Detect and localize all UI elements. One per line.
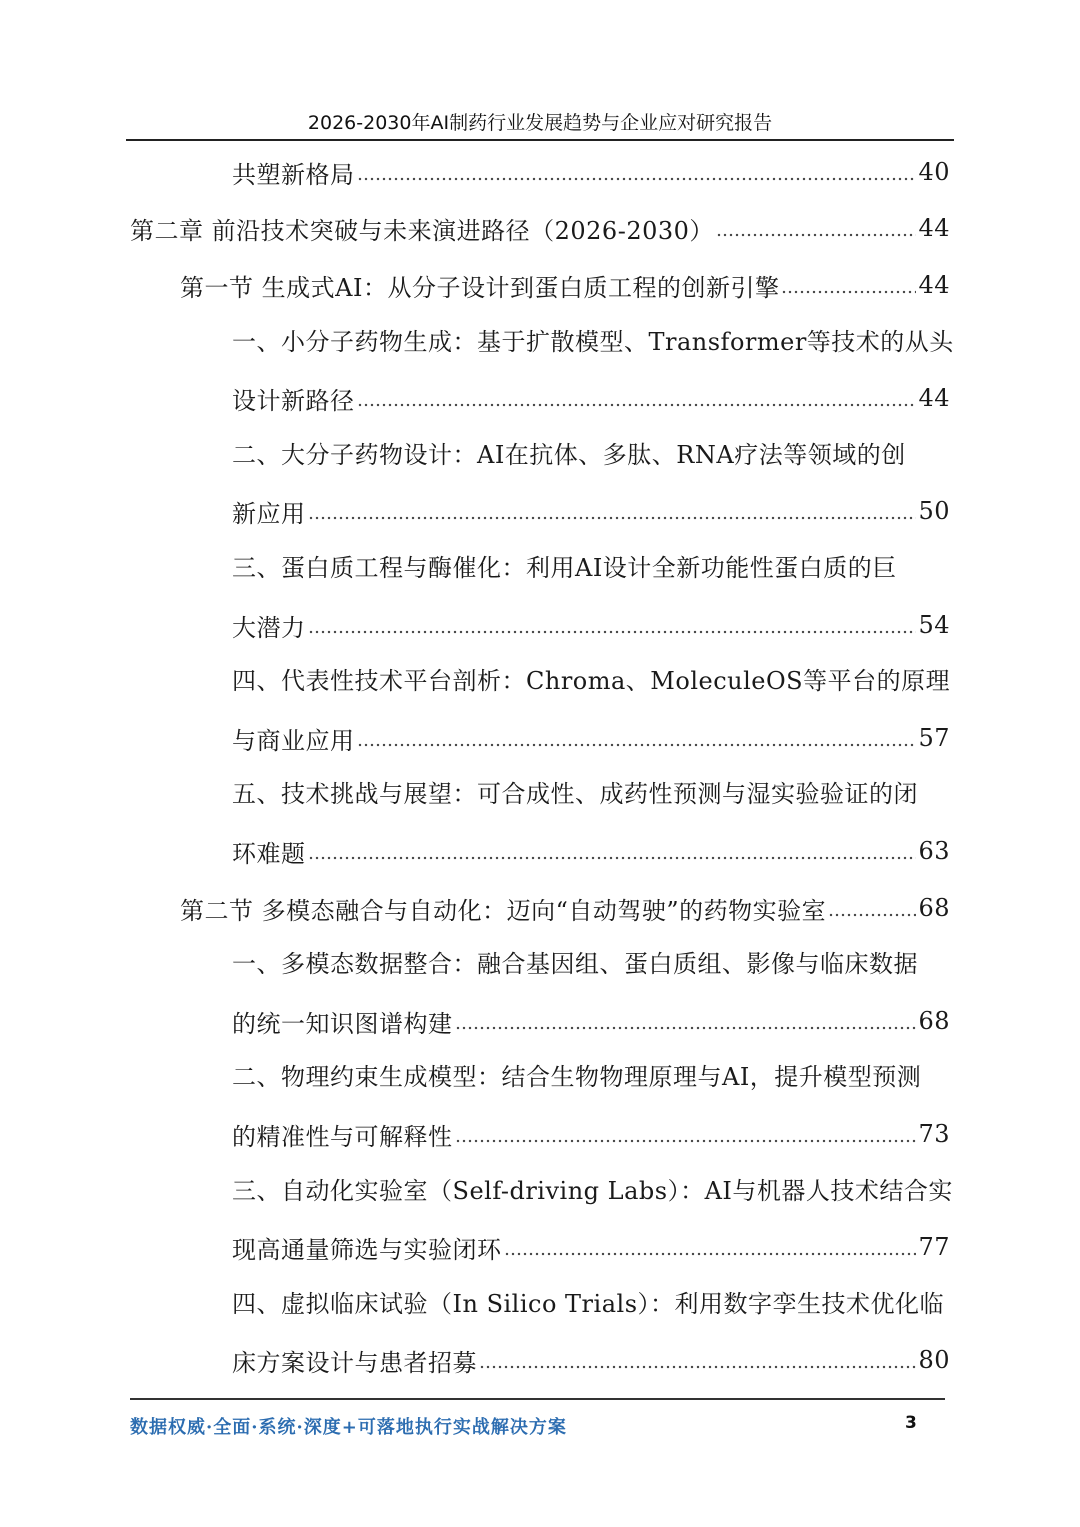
toc-leader-dots [357,173,917,185]
toc-page-number: 68 [918,894,950,922]
toc-leader-dots [455,1135,917,1147]
footer-slogan: 数据权威·全面·系统·深度+可落地执行实战解决方案 [130,1417,567,1438]
toc-page-number: 73 [918,1120,950,1148]
toc-leader-dots [308,852,917,864]
toc-entry-text: 大潜力 [232,613,306,642]
toc-entry-continuation[interactable] [232,601,950,649]
toc-leader-dots [357,399,917,411]
toc-entry-continuation[interactable] [232,714,950,762]
toc-entry-text: 的精准性与可解释性 [232,1122,453,1151]
toc-section-entry[interactable] [180,884,950,932]
toc-entry-text: 与商业应用 [232,726,355,755]
toc-leader-dots [308,512,917,524]
toc-leader-dots [308,626,917,638]
toc-entry-text: 环难题 [232,839,306,868]
toc-entry-text: 设计新路径 [232,386,355,415]
toc-entry-text: 第二章 前沿技术突破与未来演进路径（2026-2030） [130,216,714,245]
header-divider [126,139,954,141]
toc-entry-continuation[interactable] [232,1223,950,1271]
toc-entry-continuation[interactable] [232,1336,950,1384]
toc-page-number: 63 [918,837,950,865]
toc-subsection-entry[interactable]: 二、物理约束生成模型：结合生物物理原理与AI，提升模型预测 [232,1063,922,1091]
toc-leader-dots [479,1361,916,1373]
toc-page-number: 54 [918,611,950,639]
toc-entry-text: 床方案设计与患者招募 [232,1348,477,1377]
toc-subsection-entry[interactable]: 一、小分子药物生成：基于扩散模型、Transformer等技术的从头 [232,328,954,356]
toc-entry-continuation[interactable] [232,374,950,422]
toc-subsection-entry[interactable]: 四、虚拟临床试验（In Silico Trials）：利用数字孪生技术优化临 [232,1290,945,1318]
toc-page-number: 77 [918,1233,950,1261]
toc-entry-text: 第一节 生成式AI：从分子设计到蛋白质工程的创新引擎 [180,273,780,302]
page-number: 3 [905,1413,917,1433]
toc-subsection-entry[interactable]: 五、技术挑战与展望：可合成性、成药性预测与湿实验验证的闭 [232,780,918,808]
footer-divider [130,1398,945,1400]
toc-entry-text: 现高通量筛选与实验闭环 [232,1235,502,1264]
toc-leader-dots [504,1248,917,1260]
toc-subsection-entry[interactable]: 三、蛋白质工程与酶催化：利用AI设计全新功能性蛋白质的巨 [232,554,897,582]
toc-subsection-entry[interactable]: 四、代表性技术平台剖析：Chroma、MoleculeOS等平台的原理 [232,667,951,695]
toc-page-number: 44 [918,384,950,412]
toc-leader-dots [781,286,916,298]
toc-entry-continuation[interactable] [232,827,950,875]
toc-leader-dots [716,229,917,241]
toc-leader-dots [455,1022,917,1034]
toc-entry-continuation[interactable] [232,487,950,535]
toc-subsection-entry[interactable]: 三、自动化实验室（Self-driving Labs）：AI与机器人技术结合实 [232,1177,953,1205]
toc-page-number: 40 [918,158,950,186]
toc-leader-dots [357,739,917,751]
toc-section-entry[interactable] [180,261,950,309]
toc-entry-text: 新应用 [232,499,306,528]
toc-chapter-entry[interactable] [130,204,950,252]
report-title: 2026-2030年AI制药行业发展趋势与企业应对研究报告 [307,112,773,134]
toc-page-number: 50 [918,497,950,525]
toc-page-number: 44 [918,271,950,299]
toc-entry-text: 的统一知识图谱构建 [232,1009,453,1038]
toc-leader-dots [828,909,916,921]
toc-subsection-entry[interactable]: 二、大分子药物设计：AI在抗体、多肽、RNA疗法等领域的创 [232,441,906,469]
toc-entry[interactable] [232,148,950,196]
toc-page-number: 68 [918,1007,950,1035]
toc-page-number: 44 [918,214,950,242]
toc-page-number: 80 [918,1346,950,1374]
toc-subsection-entry[interactable]: 一、多模态数据整合：融合基因组、蛋白质组、影像与临床数据 [232,950,918,978]
toc-page-number: 57 [918,724,950,752]
toc-entry-continuation[interactable] [232,1110,950,1158]
toc-entry-text: 第二节 多模态融合与自动化：迈向“自动驾驶”的药物实验室 [180,896,827,925]
toc-entry-continuation[interactable] [232,997,950,1045]
toc-entry-text: 共塑新格局 [232,160,355,189]
